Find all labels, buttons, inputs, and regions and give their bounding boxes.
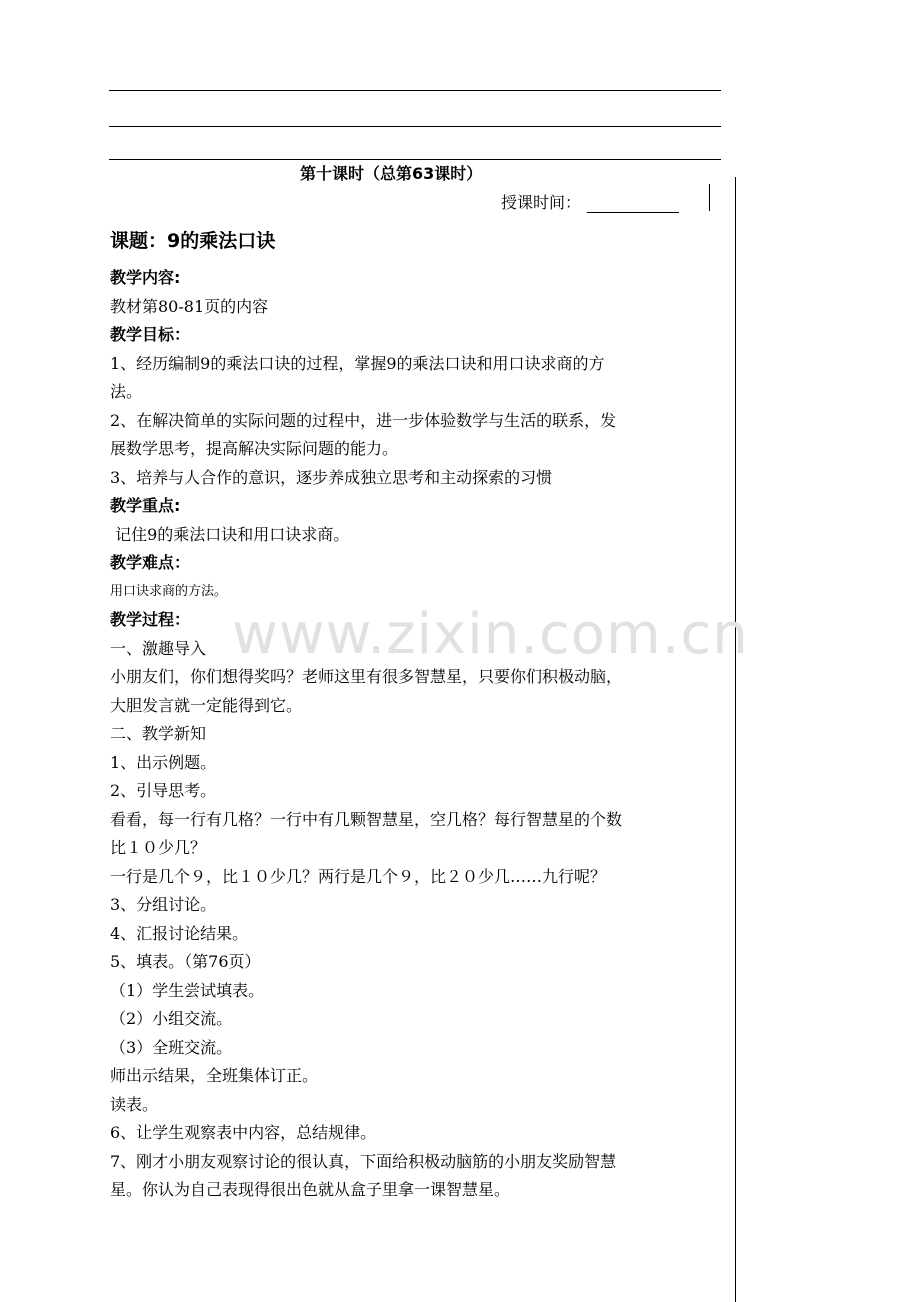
goal-2a: 2、在解决简单的实际问题的过程中，进一步体验数学与生活的联系，发 bbox=[110, 410, 617, 430]
top-rule-3 bbox=[109, 159, 721, 160]
process-line-10: 3、分组讨论。 bbox=[110, 895, 217, 914]
key-heading: 教学重点: bbox=[110, 496, 181, 515]
goal-heading: 教学目标： bbox=[110, 325, 191, 344]
page-right-border bbox=[735, 177, 736, 1302]
watermark: www.zixin.com.cn bbox=[232, 602, 749, 667]
process-line-14: （2）小组交流。 bbox=[110, 1009, 233, 1028]
content-heading: 教学内容: bbox=[110, 268, 181, 287]
process-line-7: 看看，每一行有几格？一行中有几颗智慧星，空几格？每行智慧星的个数 bbox=[110, 809, 623, 829]
process-line-17: 读表。 bbox=[110, 1094, 159, 1114]
content-text: 教材第80-81页的内容 bbox=[110, 296, 269, 316]
top-rule-2 bbox=[109, 126, 721, 127]
key-text: 记住9的乘法口诀和用口诀求商。 bbox=[110, 524, 350, 544]
short-vertical-rule bbox=[709, 184, 710, 211]
process-line-1: 一、激趣导入 bbox=[110, 638, 207, 658]
process-heading: 教学过程： bbox=[110, 610, 191, 629]
process-line-12: 5、填表。（第76页） bbox=[110, 952, 261, 971]
goal-2b: 展数学思考，提高解决实际问题的能力。 bbox=[110, 439, 399, 458]
teach-time bbox=[501, 190, 679, 213]
top-rule-1 bbox=[109, 90, 721, 91]
goal-3: 3、培养与人合作的意识，逐步养成独立思考和主动探索的习惯 bbox=[110, 467, 553, 487]
difficulty-heading: 教学难点： bbox=[110, 553, 191, 572]
process-line-11: 4、汇报讨论结果。 bbox=[110, 923, 249, 943]
goal-1a: 1、经历编制9的乘法口诀的过程，掌握9的乘法口诀和用口诀求商的方 bbox=[110, 353, 605, 373]
teaching-content-section bbox=[110, 264, 710, 1205]
process-line-19: 7、刚才小朋友观察讨论的很认真，下面给积极动脑筋的小朋友奖励智慧 bbox=[110, 1151, 617, 1171]
process-line-16: 师出示结果，全班集体订正。 bbox=[110, 1066, 319, 1085]
process-line-15: （3）全班交流。 bbox=[110, 1037, 233, 1057]
goal-1b: 法。 bbox=[110, 382, 143, 401]
difficulty-text: 用口诀求商的方法。 bbox=[110, 583, 228, 599]
process-line-5: 1、出示例题。 bbox=[110, 752, 217, 772]
process-line-9: 一行是几个９，比１０少几？两行是几个９，比２０少几……九行呢？ bbox=[110, 866, 607, 886]
process-line-18: 6、让学生观察表中内容，总结规律。 bbox=[110, 1123, 377, 1142]
process-line-6: 2、引导思考。 bbox=[110, 781, 217, 800]
process-line-4: 二、教学新知 bbox=[110, 724, 207, 743]
process-line-8: 比１０少几？ bbox=[110, 838, 207, 857]
process-line-2: 小朋友们，你们想得奖吗？老师这里有很多智慧星，只要你们积极动脑， bbox=[110, 667, 623, 686]
lesson-topic: 课题：9的乘法口诀 bbox=[110, 230, 276, 252]
teach-time-label: 授课时间： bbox=[501, 193, 582, 212]
lesson-title: 第十课时（总第63课时） bbox=[300, 164, 483, 183]
process-line-13: （1）学生尝试填表。 bbox=[110, 980, 265, 1000]
process-line-20: 星。你认为自己表现得很出色就从盒子里拿一课智慧星。 bbox=[110, 1180, 511, 1199]
teach-time-blank bbox=[587, 196, 679, 213]
process-line-3: 大胆发言就一定能得到它。 bbox=[110, 695, 303, 715]
